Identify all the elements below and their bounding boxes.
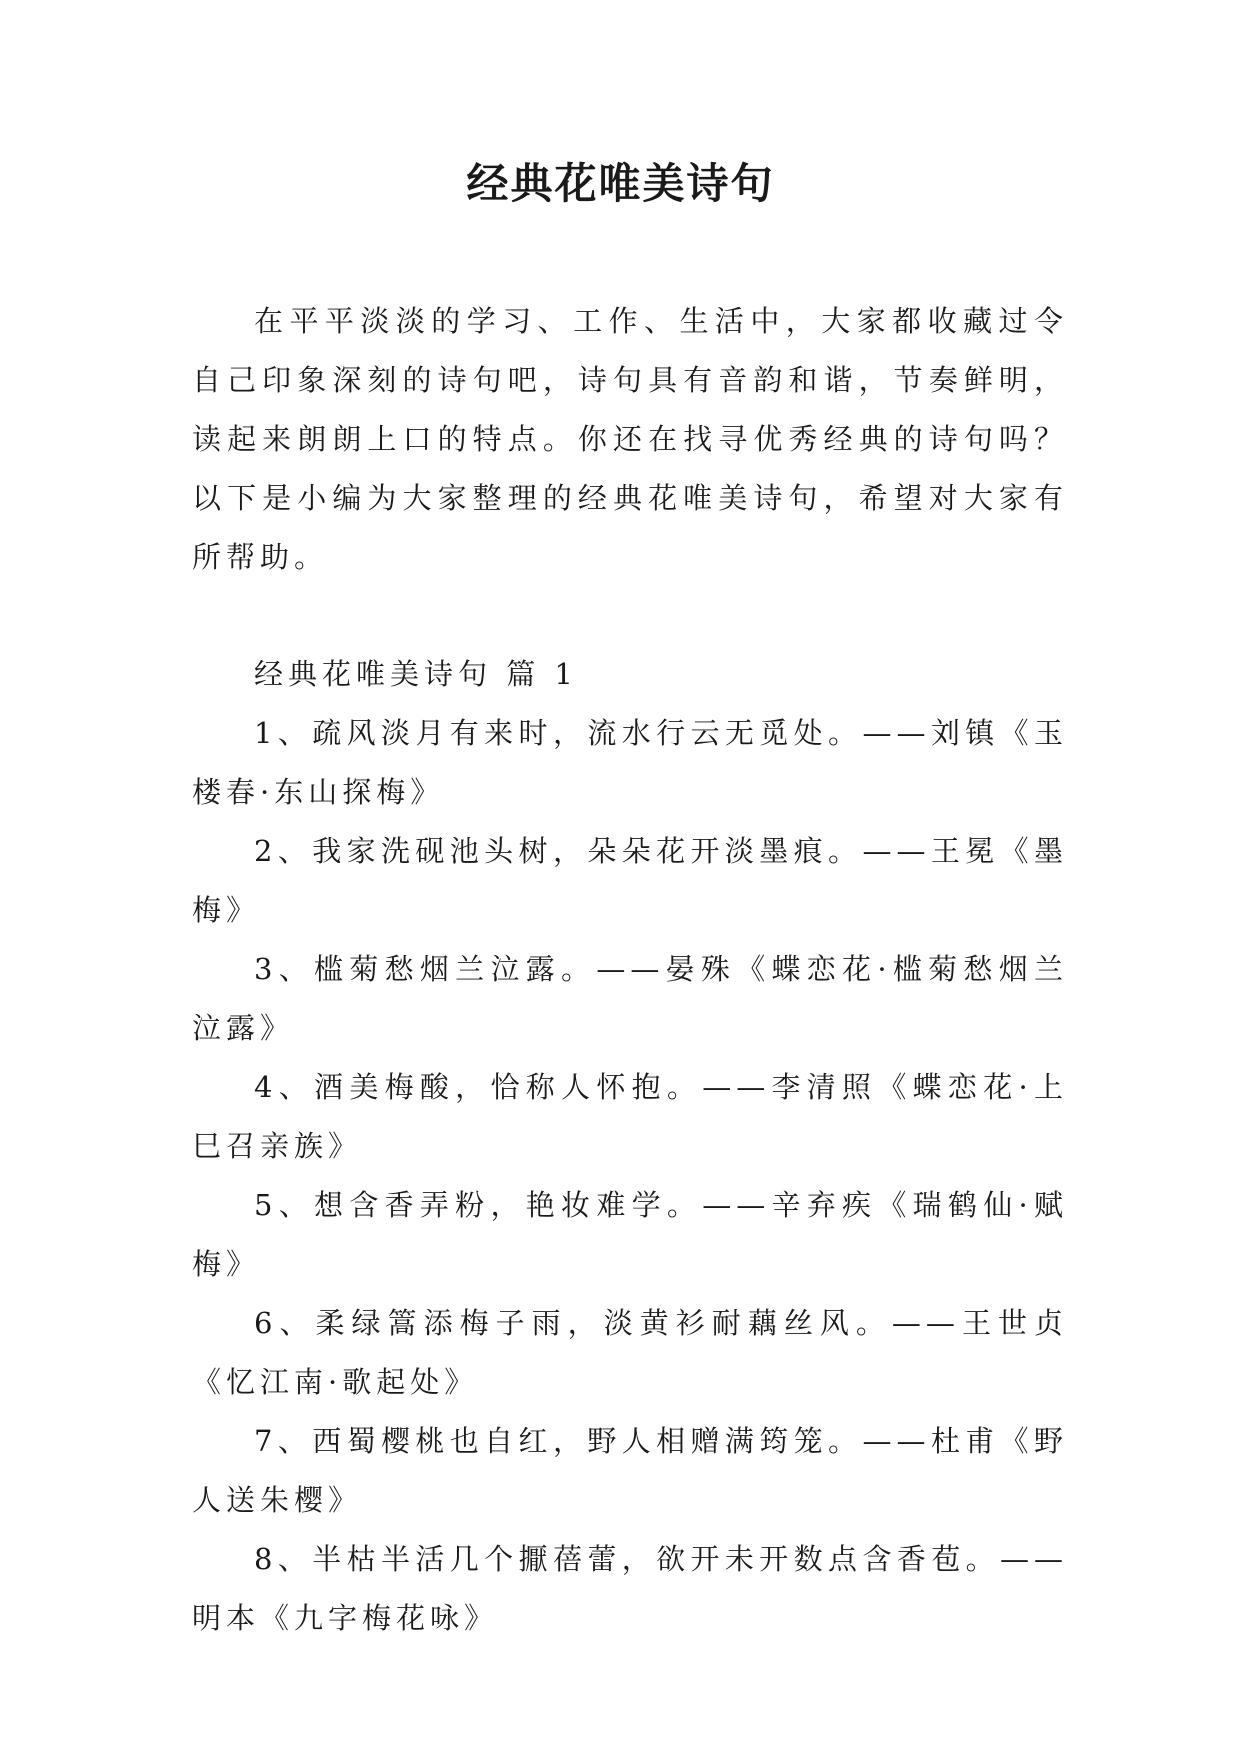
poem-item-5: 5、想含香弄粉，艳妆难学。——辛弃疾《瑞鹤仙·赋梅》 — [192, 1188, 1068, 1281]
poem-item-1: 1、疏风淡月有来时，流水行云无觅处。——刘镇《玉楼春·东山探梅》 — [192, 716, 1068, 809]
poem-item-8: 8、半枯半活几个擫蓓蕾，欲开未开数点含香苞。——明本《九字梅花咏》 — [192, 1542, 1068, 1635]
poem-item-3: 3、槛菊愁烟兰泣露。——晏殊《蝶恋花·槛菊愁烟兰泣露》 — [192, 952, 1068, 1045]
section-heading: 经典花唯美诗句 篇 1 — [254, 657, 578, 691]
poem-item-2: 2、我家洗砚池头树，朵朵花开淡墨痕。——王冕《墨梅》 — [192, 834, 1068, 927]
intro-paragraph: 在平平淡淡的学习、工作、生活中，大家都收藏过令自己印象深刻的诗句吧，诗句具有音韵和谐，节奏鲜明，读起来朗朗上口的特点。你还在找寻优秀经典的诗句吗？以下是小编为大家整理的经典花唯美诗句，希望对大家有所帮助。 — [192, 304, 1068, 574]
document-body — [192, 292, 1068, 1648]
page-title: 经典花唯美诗句 — [466, 159, 775, 208]
intro-section — [192, 292, 1068, 587]
poem-item-7: 7、西蜀樱桃也自红，野人相赠满筠笼。——杜甫《野人送朱樱》 — [192, 1424, 1068, 1517]
poem-list — [192, 704, 1068, 1648]
poem-item-4: 4、酒美梅酸，恰称人怀抱。——李清照《蝶恋花·上巳召亲族》 — [192, 1070, 1068, 1163]
poem-item-6: 6、柔绿篙添梅子雨，淡黄衫耐藕丝风。——王世贞《忆江南·歌起处》 — [192, 1306, 1068, 1399]
